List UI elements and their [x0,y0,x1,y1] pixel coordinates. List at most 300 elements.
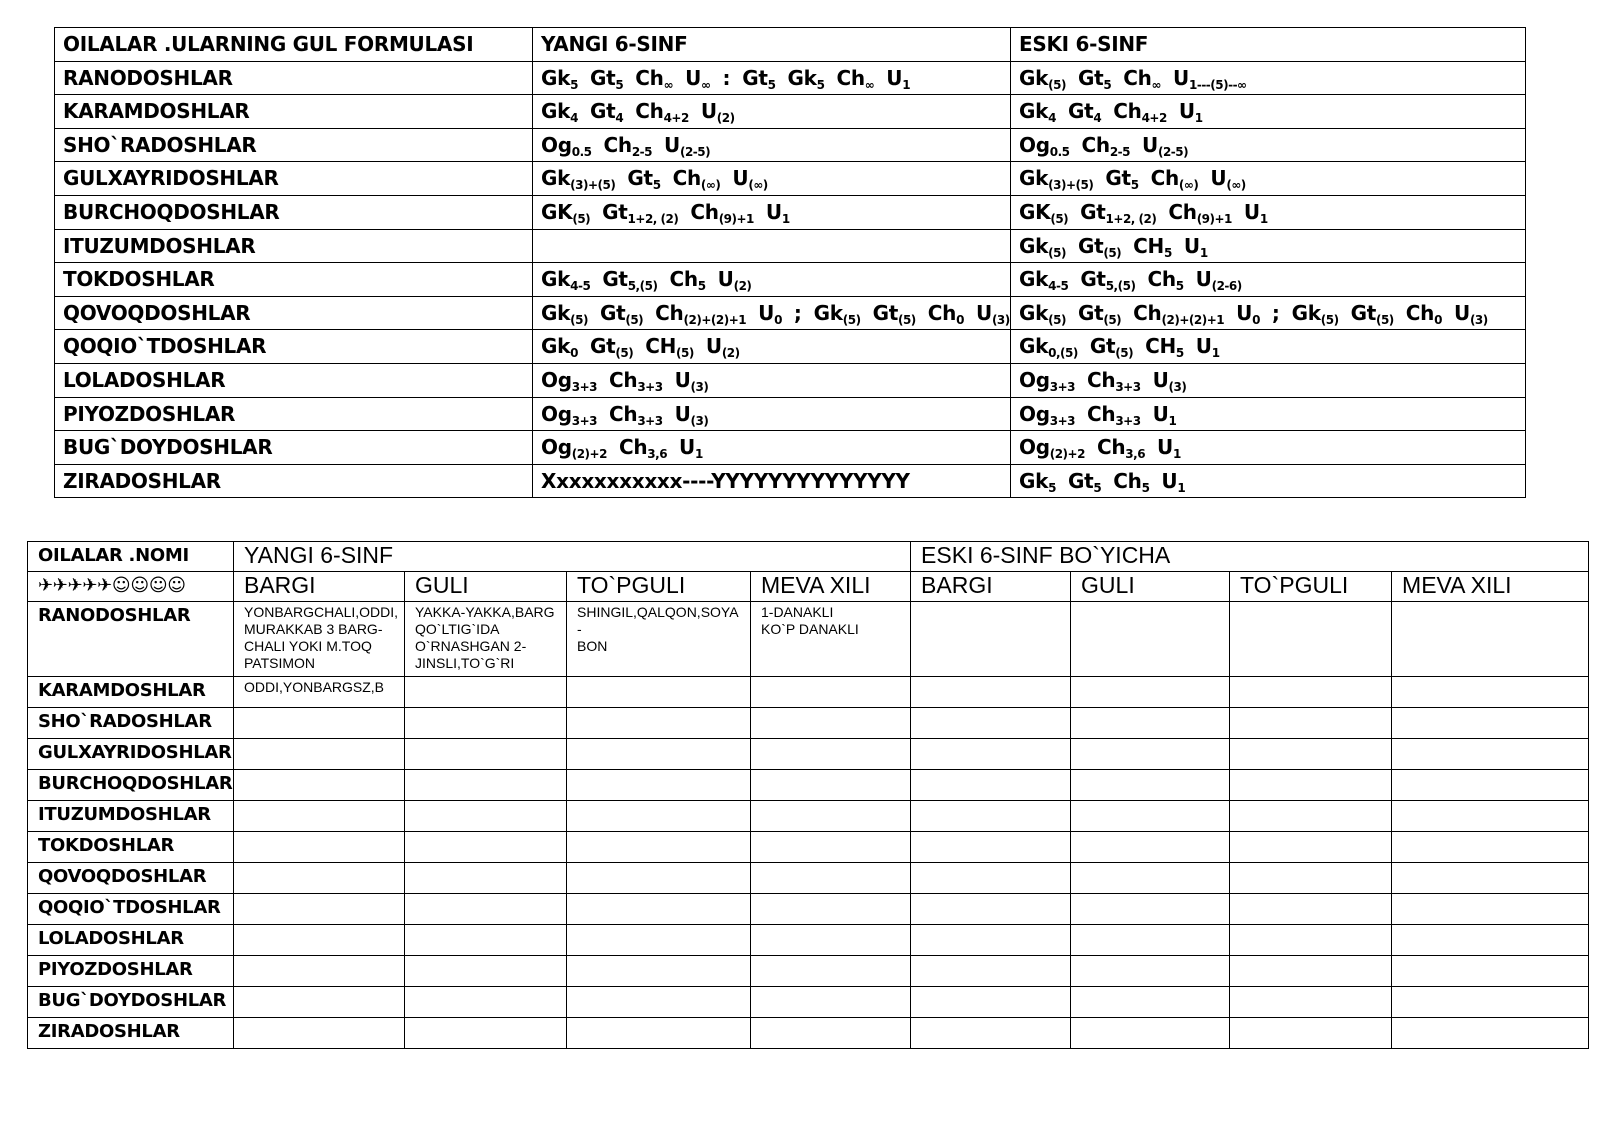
family-name-qoqio-tdoshlar: QOQIO`TDOSHLAR [28,894,234,925]
family-name-ranodoshlar: RANODOSHLAR [55,61,533,95]
formula-subscript: 0 [570,346,578,361]
formula-symbol: Og [541,367,572,392]
formula-subscript: (5) [572,211,591,226]
formula-token [1454,297,1488,329]
formula-token [541,263,590,295]
formula-token [609,364,663,396]
formula-subscript: (3) [690,413,709,428]
formula-subscript: (2) [721,346,740,361]
formula-token [1142,129,1188,161]
cell-to-pguli-yangi [567,708,751,739]
table-row [55,162,1526,196]
formula-symbol: U [679,435,695,460]
cell-to-pguli-yangi [567,832,751,863]
table-row [28,832,1589,863]
formula-token [541,62,578,94]
formula-symbol: Gt [599,300,626,325]
formula-symbol: U [1152,401,1169,426]
cell-bargi-eski [911,863,1071,894]
yangi-formula-loladoshlar [533,363,1011,397]
formula-token [1210,162,1245,194]
formula-symbol: CH [1133,233,1164,258]
formula-symbol: Gt [627,166,653,191]
formula-symbol: Gt [602,267,628,292]
subheader-meva-xili-yangi: MEVA XILI [751,572,911,602]
cell-to-pguli-eski [1230,987,1392,1018]
table-row [55,263,1526,297]
formula-subscript: 5 [1175,279,1184,294]
formula-subscript: 0.5 [1049,144,1070,159]
formula-subscript: 3+3 [571,413,597,428]
cell-to-pguli-eski [1230,925,1392,956]
cell-bargi-yangi [234,739,405,770]
cell-text-line: O`RNASHGAN 2- [415,638,527,654]
formula-token [1087,364,1141,396]
formula-subscript: 4+2 [663,111,689,126]
formula-subscript: 5 [816,77,825,92]
formula-subscript: (2)+2 [571,447,607,462]
family-name-loladoshlar: LOLADOSHLAR [55,363,533,397]
family-name-bug-doydoshlar: BUG`DOYDOSHLAR [28,987,234,1018]
formula-symbol: Ch [1150,166,1179,191]
formula-subscript: (5) [1103,312,1122,327]
formula-token [1019,465,1056,497]
formula-subscript: (2) [716,111,735,126]
formula-subscript: 4-5 [570,279,591,294]
group-header-eski: ESKI 6-SINF BO`YICHA [911,542,1589,572]
formula-subscript: 0 [774,312,782,327]
cell-meva-xili-eski [1392,801,1589,832]
formula-subscript: (5) [1115,346,1134,361]
formula-subscript: 1 [695,447,703,462]
cell-to-pguli-eski [1230,894,1392,925]
formula-symbol: U [1142,132,1158,157]
formula-token [1019,263,1068,295]
formula-token [664,129,710,161]
formula-subscript: 0 [1434,312,1442,327]
subheader-meva-xili-eski: MEVA XILI [1392,572,1589,602]
cell-meva-xili-eski [1392,708,1589,739]
formula-token [1097,431,1145,463]
formula-token [590,330,633,362]
cell-bargi-yangi [234,708,405,739]
cell-guli-eski [1071,1018,1230,1049]
cell-meva-xili-yangi [751,708,911,739]
formula-token [1157,431,1181,463]
yangi-formula-bug-doydoshlar [533,431,1011,465]
formula-symbol: Gt [589,65,616,90]
formula-token [794,297,802,329]
cell-bargi-yangi [234,602,405,677]
formula-subscript: 4+2 [1141,111,1167,126]
formula-symbol: Ch [608,367,638,392]
formula-subscript: (3) [1168,379,1187,394]
group-header-row [28,542,1589,572]
formula-token [1133,230,1172,262]
cell-to-pguli-eski [1230,708,1392,739]
formula-subscript: 1 [1199,245,1208,260]
table-row [55,431,1526,465]
formula-token [541,398,597,430]
formula-symbol: Ch [655,300,684,325]
eski-formula-bug-doydoshlar [1011,431,1526,465]
formula-token [1019,398,1075,430]
subheader-to-pguli-yangi: TO`PGULI [567,572,751,602]
formula-token [675,398,709,430]
table-row [55,330,1526,364]
formula-symbol: Ch [1133,300,1162,325]
cell-to-pguli-eski [1230,863,1392,894]
cell-bargi-eski [911,677,1071,708]
formula-subscript: (5) [1048,312,1066,327]
cell-guli-yangi [405,602,567,677]
formula-token [766,196,790,228]
formula-symbol: Ch [1123,65,1152,90]
formula-symbol: Ch [669,267,698,292]
formula-subscript: (∞) [1178,178,1199,193]
formula-subscript: (9)+1 [1196,211,1232,226]
formula-token [1133,297,1224,329]
table-header-row [55,28,1526,62]
formula-subscript: (9)+1 [718,211,754,226]
formula-symbol: Ch [672,166,701,191]
yangi-formula-karamdoshlar [533,95,1011,129]
formula-subscript: (3)+(5) [570,178,616,193]
formula-subscript: 4 [570,111,578,126]
cell-meva-xili-yangi [751,677,911,708]
table-row [28,602,1589,677]
formula-symbol: CH [1145,334,1176,359]
formula-token [1019,330,1078,362]
subheader-to-pguli-eski: TO`PGULI [1230,572,1392,602]
formula-token [718,263,752,295]
eski-formula-gulxayridoshlar [1011,162,1526,196]
cell-meva-xili-yangi [751,602,911,677]
cell-guli-yangi [405,708,567,739]
flower-formula-table-body [55,28,1526,498]
formula-subscript: (5) [676,346,694,361]
cell-bargi-eski [911,739,1071,770]
cell-meva-xili-yangi [751,832,911,863]
formula-subscript: 0.5 [571,144,592,159]
cell-guli-eski [1071,801,1230,832]
cell-meva-xili-yangi [751,1018,911,1049]
cell-text-line: - [577,621,582,637]
cell-bargi-eski [911,770,1071,801]
formula-symbol: U [1183,233,1200,258]
table-row [28,894,1589,925]
cell-guli-eski [1071,770,1230,801]
formula-token [590,95,623,127]
formula-symbol: U [1178,99,1195,124]
eski-formula-tokdoshlar [1011,263,1526,297]
formula-symbol: Ch [1168,199,1197,224]
formula-subscript: ∞ [864,77,875,92]
formula-symbol: Gt [742,65,768,90]
family-name-qovoqdoshlar: QOVOQDOSHLAR [55,296,533,330]
cell-guli-yangi [405,1018,567,1049]
subheader-guli-eski: GULI [1071,572,1230,602]
family-name-piyozdoshlar: PIYOZDOSHLAR [55,397,533,431]
formula-symbol: Gk [1019,468,1049,493]
cell-meva-xili-eski [1392,602,1589,677]
cell-to-pguli-yangi [567,925,751,956]
formula-token [1196,263,1242,295]
formula-symbol: U [674,401,691,426]
table-row [55,296,1526,330]
family-name-gulxayridoshlar: GULXAYRIDOSHLAR [55,162,533,196]
eski-formula-qovoqdoshlar [1011,296,1526,330]
formula-token [602,196,678,228]
formula-symbol: Gk [541,99,571,124]
formula-subscript: (5) [570,312,588,327]
formula-subscript: 3+3 [1115,413,1141,428]
formula-token [1019,95,1056,127]
cell-bargi-yangi [234,987,405,1018]
header-families-formula: OILALAR .ULARNING GUL FORMULASI [55,28,533,62]
formula-token [976,297,1010,329]
formula-symbol: Gk [1019,300,1049,325]
formula-subscript: 0 [956,312,964,327]
family-name-sho-radoshlar: SHO`RADOSHLAR [28,708,234,739]
formula-subscript: (2)+(2)+1 [1161,312,1225,327]
cell-bargi-eski [911,832,1071,863]
yangi-formula-qovoqdoshlar [533,296,1011,330]
formula-token [1078,230,1121,262]
family-characteristics-table [27,541,1589,1049]
formula-symbol: ; [793,300,802,325]
cell-meva-xili-yangi [751,801,911,832]
formula-symbol: Gt [1067,99,1094,124]
formula-token [836,62,874,94]
formula-subscript: 5 [697,279,706,294]
formula-symbol: Gt [1080,199,1106,224]
formula-token [1153,398,1177,430]
formula-subscript: 3,6 [647,447,668,462]
cell-to-pguli-yangi [567,956,751,987]
formula-subscript: 1 [1168,413,1177,428]
cell-guli-yangi [405,894,567,925]
formula-token [1019,162,1093,194]
cell-meva-xili-eski [1392,925,1589,956]
formula-symbol: U [700,99,717,124]
formula-symbol: Gt [1089,334,1116,359]
formula-symbol: Gk [541,300,571,325]
formula-symbol: U [975,300,992,325]
formula-token [1113,95,1167,127]
formula-subscript: (2)+2 [1049,447,1085,462]
cell-to-pguli-yangi [567,602,751,677]
formula-token [1145,330,1184,362]
formula-subscript: 5 [615,77,624,92]
formula-symbol: U [1157,435,1173,460]
formula-symbol: Gk [1019,166,1049,191]
table-row [28,925,1589,956]
eski-formula-ranodoshlar [1011,61,1526,95]
formula-token [541,162,615,194]
cell-guli-eski [1071,894,1230,925]
formula-symbol: Ch [618,435,648,460]
formula-token [1123,62,1161,94]
formula-symbol: Og [1019,132,1050,157]
formula-subscript: 5 [1130,178,1139,193]
yangi-formula-ituzumdoshlar [533,229,1011,263]
formula-symbol: U [1173,65,1189,90]
formula-token [1068,95,1101,127]
cell-meva-xili-eski [1392,894,1589,925]
formula-symbol: U [765,199,782,224]
formula-subscript: 5,(5) [627,279,658,294]
formula-subscript: 3+3 [1049,413,1075,428]
formula-symbol: Ch [1086,367,1116,392]
formula-symbol: U [1161,468,1178,493]
formula-token [602,263,657,295]
formula-symbol: U [685,65,702,90]
cell-guli-yangi [405,770,567,801]
formula-subscript: 0 [1252,312,1260,327]
cell-bargi-eski [911,602,1071,677]
formula-subscript: (5) [1048,77,1066,92]
cell-to-pguli-eski [1230,602,1392,677]
table-row [28,956,1589,987]
family-name-ziradoshlar: ZIRADOSHLAR [55,464,533,498]
cell-text-line: 1-DANAKLI [761,604,834,620]
formula-symbol: Gk [541,334,571,359]
cell-guli-eski [1071,863,1230,894]
formula-symbol: GK [541,199,573,224]
formula-subscript: (5) [1375,312,1394,327]
formula-symbol: Ch [1086,401,1116,426]
formula-subscript: 5 [1048,480,1056,495]
family-name-karamdoshlar: KARAMDOSHLAR [28,677,234,708]
formula-symbol: Gk [541,166,571,191]
sub-header-row [28,572,1589,602]
eski-formula-loladoshlar [1011,363,1526,397]
table-row [55,95,1526,129]
subheader-bargi-eski: BARGI [911,572,1071,602]
formula-subscript: (2)+(2)+1 [683,312,747,327]
formula-symbol: Gk [541,267,571,292]
cell-guli-eski [1071,987,1230,1018]
formula-subscript: (3) [1469,312,1488,327]
header-family-name: OILALAR .NOMI [28,542,234,572]
group-header-yangi: YANGI 6-SINF [234,542,911,572]
formula-subscript: 3+3 [1115,379,1141,394]
family-name-ziradoshlar: ZIRADOSHLAR [28,1018,234,1049]
formula-token [541,364,597,396]
formula-subscript: 1 [1259,211,1268,226]
formula-symbol: Ch [1096,435,1126,460]
yangi-formula-sho-radoshlar [533,128,1011,162]
formula-token [701,95,735,127]
cell-meva-xili-yangi [751,956,911,987]
header-eski-6-sinf: ESKI 6-SINF [1011,28,1526,62]
formula-token [1196,330,1220,362]
cell-meva-xili-yangi [751,894,911,925]
formula-symbol: U [705,334,722,359]
cell-to-pguli-yangi [567,863,751,894]
table-row [55,363,1526,397]
formula-subscript: 4 [615,111,624,126]
formula-symbol: U [1195,267,1212,292]
formula-token [1019,196,1068,228]
cell-meva-xili-eski [1392,863,1589,894]
formula-token [1406,297,1442,329]
table-row [28,770,1589,801]
symbols-cell: ✈✈✈✈✈☺☺☺☺ [28,572,234,602]
cell-meva-xili-yangi [751,987,911,1018]
formula-subscript: 5 [1103,77,1112,92]
family-name-sho-radoshlar: SHO`RADOSHLAR [55,128,533,162]
yangi-formula-qoqio-tdoshlar [533,330,1011,364]
formula-subscript: (5) [842,312,861,327]
cell-meva-xili-yangi [751,770,911,801]
formula-subscript: 1 [1173,447,1181,462]
formula-subscript: 5 [1093,480,1102,495]
formula-token [1019,129,1069,161]
eski-formula-piyozdoshlar [1011,397,1526,431]
cell-bargi-eski [911,894,1071,925]
formula-subscript: 1 [902,77,911,92]
formula-symbol: Gt [589,334,616,359]
formula-symbol: Gt [602,199,628,224]
formula-token [541,95,578,127]
family-name-ranodoshlar: RANODOSHLAR [28,602,234,677]
formula-token [627,162,660,194]
formula-symbol: Ch [1147,267,1176,292]
cell-bargi-yangi [234,1018,405,1049]
header-yangi-6-sinf: YANGI 6-SINF [533,28,1011,62]
formula-token [1019,431,1085,463]
cell-meva-xili-yangi [751,863,911,894]
formula-token [541,330,578,362]
table-row [28,1018,1589,1049]
formula-token [1184,230,1208,262]
family-name-tokdoshlar: TOKDOSHLAR [28,832,234,863]
formula-symbol: Ch [603,132,632,157]
cell-meva-xili-eski [1392,956,1589,987]
cell-bargi-yangi [234,925,405,956]
cell-bargi-eski [911,925,1071,956]
formula-subscript: 1 [1194,111,1203,126]
cell-to-pguli-eski [1230,739,1392,770]
formula-subscript: 5 [1141,480,1150,495]
yangi-formula-gulxayridoshlar [533,162,1011,196]
cell-meva-xili-yangi [751,925,911,956]
formula-symbol: U [674,367,691,392]
eski-formula-sho-radoshlar [1011,128,1526,162]
eski-formula-ziradoshlar [1011,464,1526,498]
cell-bargi-eski [911,956,1071,987]
cell-to-pguli-yangi [567,1018,751,1049]
cell-text-line: YONBARGCHALI,ODDI, [244,604,399,620]
formula-token [758,297,782,329]
cell-meva-xili-eski [1392,1018,1589,1049]
formula-subscript: 5,(5) [1105,279,1136,294]
formula-token [1080,196,1156,228]
cell-bargi-yangi [234,956,405,987]
table-row [55,464,1526,498]
cell-text-line: YAKKA-YAKKA,BARG [415,604,555,620]
formula-symbol: : [722,65,731,90]
formula-token [1019,297,1066,329]
cell-bargi-eski [911,1018,1071,1049]
formula-subscript: 4 [1048,111,1056,126]
formula-symbol: U [1152,367,1169,392]
formula-symbol: GK [1019,199,1051,224]
formula-subscript: 3+3 [571,379,597,394]
formula-subscript: ∞ [1151,77,1162,92]
